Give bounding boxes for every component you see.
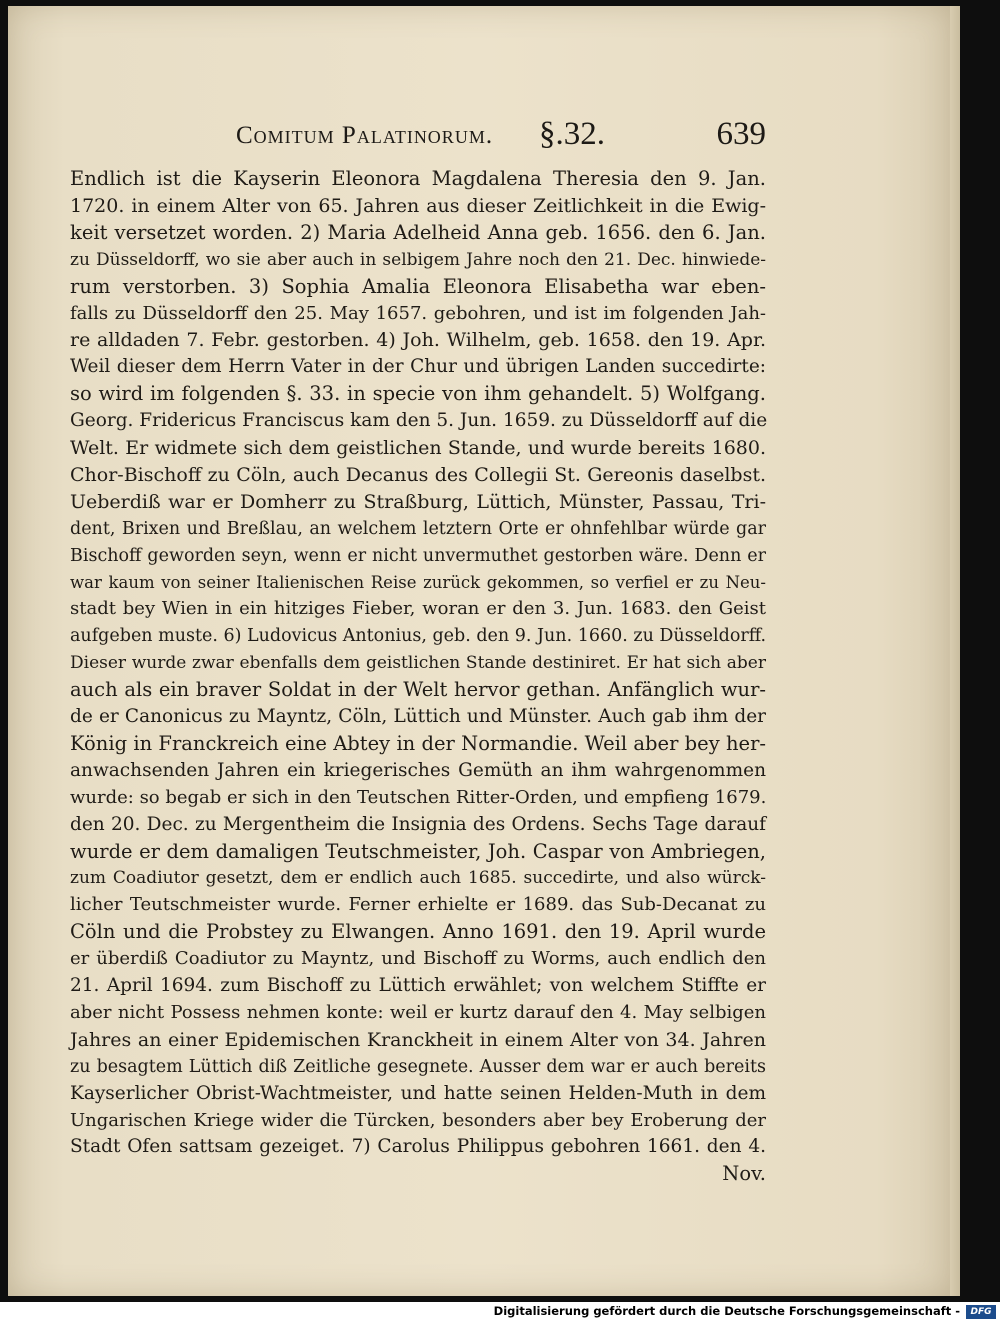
text-line: stadt bey Wien in ein hitziges Fieber, woran er den 3. Jun. 1683. den Geist bbox=[70, 598, 766, 620]
text-line: Welt. Er widmete sich dem geistlichen Stande, und wurde bereits 1680. bbox=[70, 437, 766, 459]
text-line: zu besagtem Lüttich diß Zeitliche gesegnete. Ausser dem war er auch bereits bbox=[70, 1056, 766, 1077]
text-line: dent, Brixen und Breßlau, an welchem letztern Orte er ohnfehlbar würde gar bbox=[70, 518, 766, 539]
text-line: Stadt Ofen sattsam gezeiget. 7) Carolus Philippus gebohren 1661. den 4. bbox=[70, 1136, 766, 1158]
text-line: Bischoff geworden seyn, wenn er nicht unvermuthet gestorben wäre. Denn er bbox=[70, 545, 766, 566]
dfg-logo: DFG bbox=[966, 1305, 996, 1319]
text-line: er überdiß Coadiutor zu Mayntz, und Bischoff zu Worms, auch endlich den bbox=[70, 948, 766, 970]
page-edge bbox=[950, 6, 960, 1296]
text-line: falls zu Düsseldorff den 25. May 1657. gebohren, und ist im folgenden Jah- bbox=[70, 302, 766, 324]
footer-credit: Digitalisierung gefördert durch die Deutsche Forschungsgemeinschaft - bbox=[493, 1304, 960, 1318]
text-line: zu Düsseldorff, wo sie aber auch in selbigem Jahre noch den 21. Dec. hinwiede- bbox=[70, 249, 766, 270]
text-line: anwachsenden Jahren ein kriegerisches Gemüth an ihm wahrgenommen bbox=[70, 759, 766, 781]
section-number: §.32. bbox=[539, 116, 605, 152]
footer-bar bbox=[0, 1302, 1000, 1323]
text-line: Chor-Bischoff zu Cöln, auch Decanus des Collegii St. Gereonis daselbst. bbox=[70, 463, 766, 486]
book-page bbox=[8, 6, 952, 1296]
text-line: Ueberdiß war er Domherr zu Straßburg, Lüttich, Münster, Passau, Tri- bbox=[70, 490, 766, 513]
text-line: aber nicht Possess nehmen konte: weil er kurtz darauf den 4. May selbigen bbox=[70, 1001, 766, 1023]
text-line: Nov. bbox=[722, 1162, 766, 1186]
text-line: Ungarischen Kriege wider die Türcken, besonders aber bey Eroberung der bbox=[70, 1109, 766, 1131]
text-line: Jahres an einer Epidemischen Kranckheit in einem Alter von 34. Jahren bbox=[70, 1028, 766, 1051]
text-line: re alldaden 7. Febr. gestorben. 4) Joh. Wilhelm, geb. 1658. den 19. Apr. bbox=[70, 329, 766, 352]
text-line: König in Franckreich eine Abtey in der Normandie. Weil aber bey her- bbox=[70, 731, 766, 755]
running-title: Comitum Palatinorum. bbox=[236, 122, 494, 149]
text-line: wurde er dem damaligen Teutschmeister, Joh. Caspar von Ambriegen, bbox=[70, 839, 766, 863]
text-line: Kayserlicher Obrist-Wachtmeister, und hatte seinen Helden-Muth in dem bbox=[70, 1082, 766, 1104]
text-line: 21. April 1694. zum Bischoff zu Lüttich erwählet; von welchem Stiffte er bbox=[70, 975, 766, 996]
text-line: Cöln und die Probstey zu Elwangen. Anno 1691. den 19. April wurde bbox=[70, 920, 766, 944]
text-line: rum verstorben. 3) Sophia Amalia Eleonora Elisabetha war eben- bbox=[70, 274, 766, 298]
page-number: 639 bbox=[716, 116, 766, 152]
text-line: wurde: so begab er sich in den Teutschen Ritter-Orden, und empfieng 1679. bbox=[70, 786, 767, 808]
text-line: Dieser wurde zwar ebenfalls dem geistlichen Stande destiniret. Er hat sich aber bbox=[70, 653, 766, 674]
text-line: Endlich ist die Kayserin Eleonora Magdalena Theresia den 9. Jan. bbox=[70, 167, 766, 190]
text-line: keit versetzet worden. 2) Maria Adelheid Anna geb. 1656. den 6. Jan. bbox=[70, 220, 766, 244]
text-line: de er Canonicus zu Mayntz, Cöln, Lüttich und Münster. Auch gab ihm der bbox=[70, 706, 766, 727]
text-line: Georg. Fridericus Franciscus kam den 5. Jun. 1659. zu Düsseldorff auf die bbox=[70, 410, 768, 432]
text-line: 1720. in einem Alter von 65. Jahren aus dieser Zeitlichkeit in die Ewig- bbox=[70, 194, 766, 217]
text-line: auch als ein braver Soldat in der Welt hervor gethan. Anfänglich wur- bbox=[70, 678, 766, 702]
text-line: zum Coadiutor gesetzt, dem er endlich auch 1685. succedirte, und also würck- bbox=[70, 868, 766, 889]
text-line: licher Teutschmeister wurde. Ferner erhielte er 1689. das Sub-Decanat zu bbox=[70, 894, 766, 916]
text-line: aufgeben muste. 6) Ludovicus Antonius, geb. den 9. Jun. 1660. zu Düsseldorff. bbox=[70, 626, 767, 647]
text-line: Weil dieser dem Herrn Vater in der Chur und übrigen Landen succedirte: bbox=[70, 356, 766, 378]
text-line: war kaum von seiner Italienischen Reise zurück gekommen, so verfiel er zu Neu- bbox=[70, 572, 766, 592]
text-line: den 20. Dec. zu Mergentheim die Insignia des Ordens. Sechs Tage darauf bbox=[70, 813, 766, 835]
running-header bbox=[236, 116, 766, 160]
text-line: so wird im folgenden §. 33. in specie von ihm gehandelt. 5) Wolfgang. bbox=[70, 382, 766, 406]
